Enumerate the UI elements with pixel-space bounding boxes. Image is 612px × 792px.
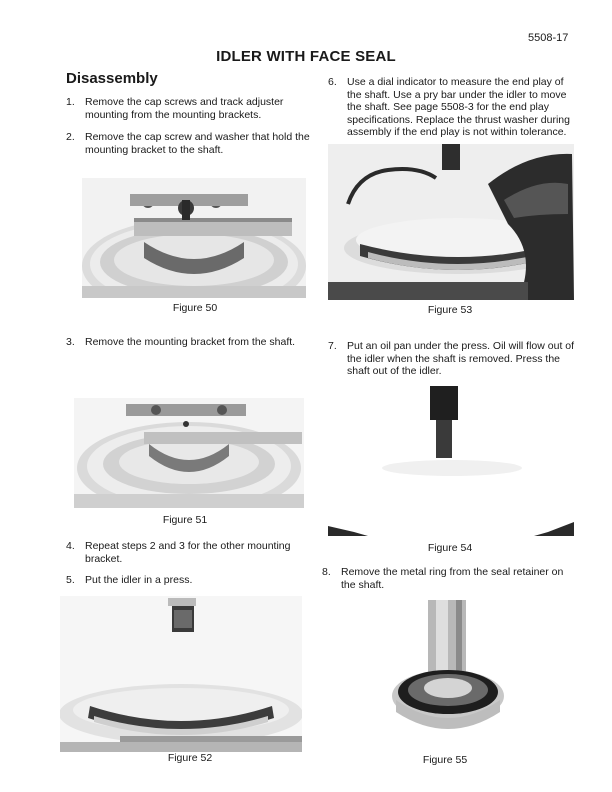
seal-retainer-illustration — [384, 596, 514, 746]
figure-51-caption: Figure 51 — [162, 514, 208, 526]
figure-52-caption: Figure 52 — [167, 752, 213, 764]
step-text: Remove the mounting bracket from the shaft. — [85, 336, 296, 348]
step-number: 4. — [66, 540, 75, 552]
idler-bracket-removed-illustration — [74, 398, 304, 508]
step-text: Remove the cap screw and washer that hold the mounting bracket to the shaft. — [85, 131, 310, 156]
figure-53-caption: Figure 53 — [427, 304, 473, 316]
figure-50-photo — [82, 178, 306, 298]
step-text: Remove the cap screws and track adjuster mounting from the mounting brackets. — [85, 96, 284, 121]
step-number: 5. — [66, 574, 75, 586]
figure-55-photo — [384, 596, 514, 746]
page-number: 5508-17 — [528, 32, 569, 44]
step-number: 3. — [66, 336, 75, 348]
figure-52-photo — [60, 596, 302, 752]
step-text: Put the idler in a press. — [85, 574, 193, 586]
step-number: 7. — [328, 340, 337, 352]
step-text: Remove the metal ring from the seal retainer on the shaft. — [341, 566, 564, 591]
step-6 — [328, 76, 578, 140]
step-3 — [66, 336, 314, 350]
section-title: Disassembly — [66, 70, 158, 87]
step-text: Use a dial indicator to measure the end play of the shaft. Use a pry bar under the idler to move the shaft. See page 5508-3 for the end play specifications. Replace the thrust washer during assembly if the end play is not within tolerance. — [347, 76, 570, 139]
step-text: Put an oil pan under the press. Oil will flow out of the idler when the shaft is removed. Press the shaft out of the idler. — [347, 340, 575, 378]
step-text: Repeat steps 2 and 3 for the other mounting bracket. — [85, 540, 291, 565]
step-7 — [328, 340, 578, 380]
idler-bracket-illustration — [82, 178, 306, 298]
idler-in-press-illustration — [60, 596, 302, 752]
figure-51-photo — [74, 398, 304, 508]
figure-55-caption: Figure 55 — [422, 754, 468, 766]
step-5 — [66, 574, 314, 588]
figure-54-photo — [328, 386, 574, 536]
step-8 — [322, 566, 578, 592]
step-number: 8. — [322, 566, 331, 578]
step-2 — [66, 131, 314, 157]
dial-indicator-illustration — [328, 144, 574, 300]
step-4 — [66, 540, 314, 566]
step-number: 2. — [66, 131, 75, 143]
figure-50-caption: Figure 50 — [172, 302, 218, 314]
shaft-press-illustration — [328, 386, 574, 536]
page-title: IDLER WITH FACE SEAL — [216, 48, 396, 65]
figure-53-photo — [328, 144, 574, 300]
step-1 — [66, 96, 314, 122]
step-number: 6. — [328, 76, 337, 88]
step-number: 1. — [66, 96, 75, 108]
figure-54-caption: Figure 54 — [427, 542, 473, 554]
